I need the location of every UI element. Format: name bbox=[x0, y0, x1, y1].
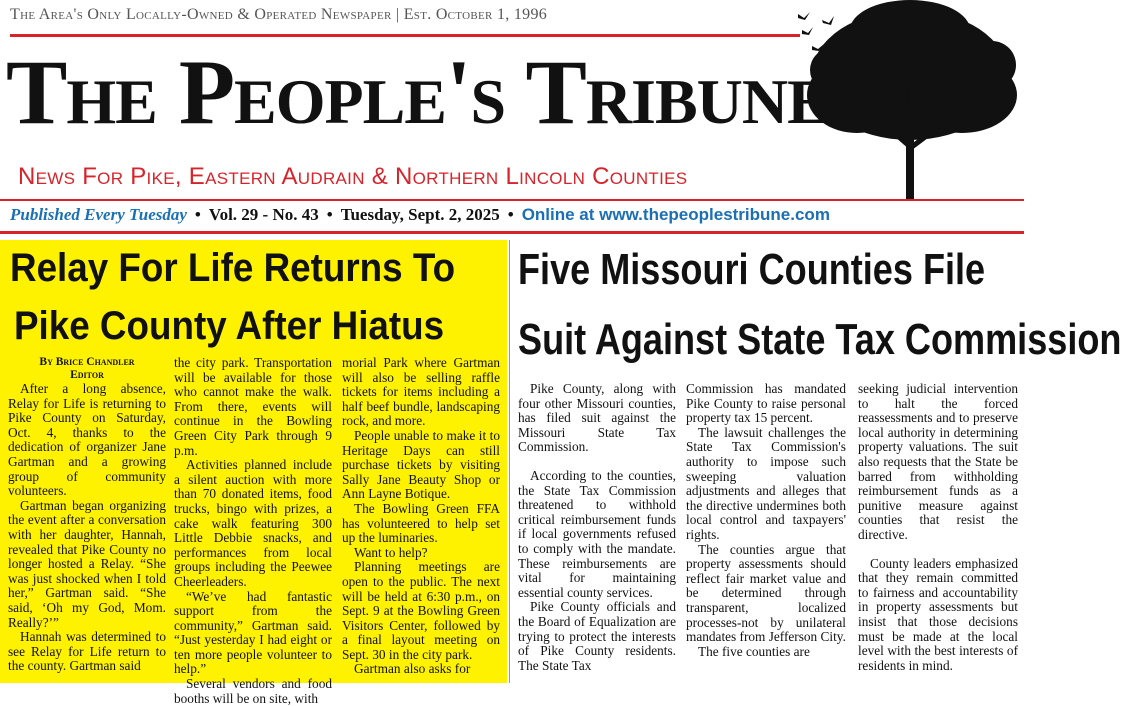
article1-headline-line1[interactable]: Relay For Life Returns To bbox=[10, 246, 456, 290]
article1-column-3 bbox=[342, 356, 500, 683]
article1-paragraph: “We’ve had fantastic support from the community,” Gartman said. “Just yesterday I had eight or ten more people volunteer to help.” bbox=[174, 588, 332, 677]
article2-headline-line1[interactable]: Five Missouri Counties File bbox=[518, 245, 986, 294]
article1-paragraph: the city park. Transportation will be available for those who cannot make the walk. From there, events will continue in the Bowling Green City Park through 9 p.m. bbox=[174, 355, 332, 458]
top-red-rule bbox=[10, 34, 800, 37]
article1-subhead: Want to help? bbox=[354, 544, 428, 560]
article2-paragraph: The five counties are bbox=[698, 643, 810, 659]
website-link[interactable]: Online at www.thepeoplestribune.com bbox=[521, 205, 830, 224]
article1-headline-line2[interactable]: Pike County After Hiatus bbox=[14, 304, 445, 348]
byline-name: By Brice Chandler bbox=[39, 356, 135, 368]
article2-paragraph: Pike County, along with four other Missouri counties, has filed suit against the Missouri State Tax Commission. bbox=[518, 381, 676, 455]
article1-paragraph: After a long absence, Relay for Life is returning to Pike County on Saturday, Oct. 4, thanks to the dedication of organizer Jane Gartman and a growing group of community volunteers. bbox=[8, 381, 166, 499]
article1-paragraph: People unable to make it to Heritage Days can still purchase tickets by visiting Sally Jane Beauty Shop or Ann Layne Botique. bbox=[342, 427, 500, 502]
article1-column-2 bbox=[174, 355, 332, 706]
article1-paragraph: Hannah was determined to see Relay for Life return to the county. Gartman said bbox=[8, 629, 166, 674]
article1-paragraph: Gartman also asks for bbox=[354, 661, 471, 677]
issue-date: Tuesday, Sept. 2, 2025 bbox=[340, 205, 500, 224]
article1-paragraph: Planning meetings are open to the public. The next will be held at 6:30 p.m., on Sept. 9 at the Bowling Green Visitors Center, followed by a final layout meeting on Sept. 30 in the city park. bbox=[342, 559, 500, 662]
article1-paragraph: Several vendors and food booths will be on site, with bbox=[174, 676, 332, 706]
article2-paragraph: The counties argue that property assessments should reflect fair market value and be determined through transparent, localized processes-not by unilateral mandates from Jefferson City. bbox=[686, 541, 846, 645]
article2-paragraph: Pike County officials and the Board of Equalization are trying to protect the interests of Pike County residents. The State Tax bbox=[518, 599, 676, 673]
article2-column-3 bbox=[858, 382, 1018, 678]
published-frequency: Published Every Tuesday bbox=[10, 205, 187, 224]
article2-paragraph: seeking judicial intervention to halt the forced reassessments and to preserve local authority in determining property valuations. The suit also requests that the State be barred from withholding reimbursement funds as a punitive measure against counties that resist the directive. bbox=[858, 381, 1018, 542]
article2-paragraph: The lawsuit challenges the State Tax Commission's authority to impose such sweeping valuation adjustments and alleges that the directive undermines both local control and taxpayers' rights. bbox=[686, 424, 846, 542]
paragraph-spacer bbox=[518, 455, 676, 469]
info-bottom-rule bbox=[0, 231, 1024, 234]
volume-number: Vol. 29 - No. 43 bbox=[208, 205, 319, 224]
article1-paragraph: Activities planned include a silent auction with more than 70 donated items, food trucks, bingo with prizes, a cake walk featuring 300 Little Debbie snacks, and performances from local groups including the Peewee Cheerleaders. bbox=[174, 457, 332, 589]
info-top-rule bbox=[0, 199, 1024, 201]
article2-column-2 bbox=[686, 382, 846, 678]
article1-paragraph: Gartman began organizing the event after a conversation with her daughter, Hannah, revealed that Pike County no longer hosted a Relay. “She was just shocked when I told her,” Gartman said. “She said, ‘Oh my God, Mom. Really?’” bbox=[8, 497, 166, 630]
column-divider bbox=[509, 240, 510, 683]
issue-info-bar: Published Every Tuesday • Vol. 29 - No. 43 • Tuesday, Sept. 2, 2025 • Online at www.thepeoplestribune.com bbox=[10, 205, 830, 224]
article2-paragraph: County leaders emphasized that they remain committed to fairness and accountability in property assessments but insist that those decisions must be made at the local level with the best interests of residents in mind. bbox=[858, 555, 1018, 673]
article1-paragraph: The Bowling Green FFA has volunteered to help set up the luminaries. bbox=[342, 500, 500, 546]
masthead-tagline: The Area's Only Locally-Owned & Operated Newspaper | Est. October 1, 1996 bbox=[10, 6, 548, 23]
article2-column-1 bbox=[518, 382, 676, 678]
masthead-subtitle: News For Pike, Eastern Audrain & Northern Lincoln Counties bbox=[18, 163, 688, 190]
masthead-title: The People's Tribune bbox=[6, 41, 829, 143]
article1-column-1 bbox=[8, 356, 166, 683]
byline-title: Editor bbox=[70, 369, 104, 381]
article2-headline-line2[interactable]: Suit Against State Tax Commission bbox=[518, 315, 1121, 364]
article1-paragraph: morial Park where Gartman will also be selling raffle tickets for items including a half beef bundle, landscaping rock, and more. bbox=[342, 355, 500, 429]
article2-paragraph: Commission has mandated Pike County to raise personal property tax 15 percent. bbox=[686, 381, 846, 426]
article2-paragraph: According to the counties, the State Tax Commission threatened to withhold critical reimbursement funds if local governments refused to comply with the mandate. These reimbursements are vital for maintaining essential county services. bbox=[518, 467, 676, 600]
paragraph-spacer bbox=[858, 543, 1018, 557]
